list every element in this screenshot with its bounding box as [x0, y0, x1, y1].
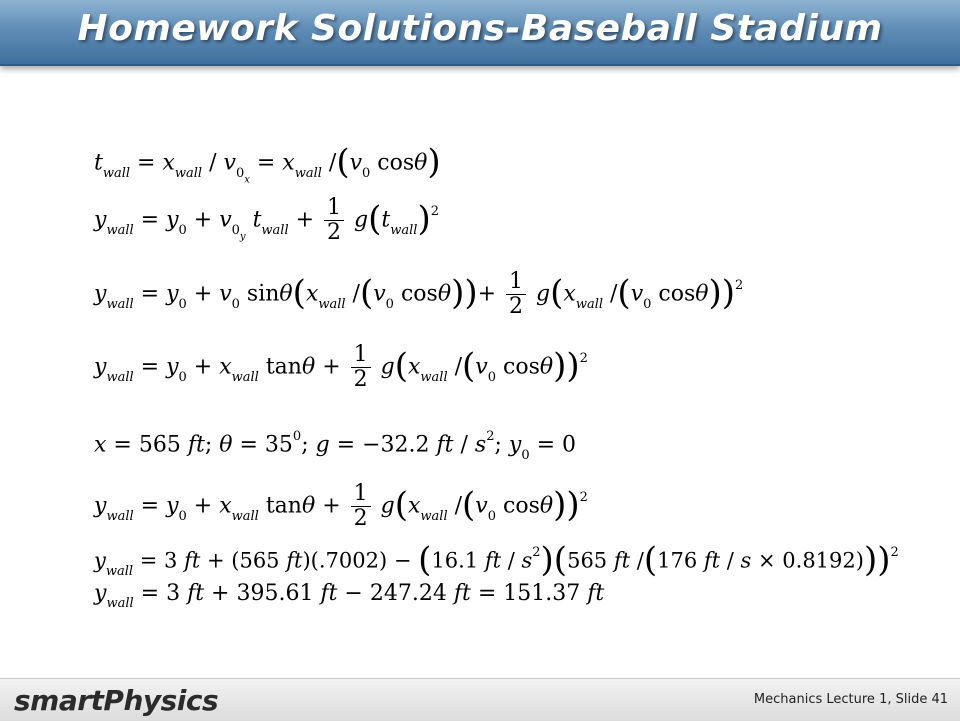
equation-6: $y_{wall} = y_0 + x_{wall}$ tanθ + $\frac{1}{2}$ $g(x_{wall}$ $/(v_0$ cosθ))$^2$: [94, 481, 588, 532]
equation-5-givens: x = 565 ft; $\theta = 35^0$; g = −32.2 ft / $s^2$; $y_0 = 0$: [94, 429, 577, 463]
footer-bar: [0, 678, 960, 721]
slide-reference: Mechanics Lecture 1, Slide 41: [753, 692, 948, 707]
equation-1: $t_{wall} = x_{wall} / v_{0_x} = x_{wall}$ $/(v_0$ cosθ): [94, 142, 441, 186]
equation-2: $y_{wall} = y_0 + v_{0_y}$ $t_{wall}$ + $\frac{1}{2}$ $g(t_{wall})^2$: [94, 195, 439, 246]
equation-4: $y_{wall} = y_0 + x_{wall}$ tanθ + $\frac{1}{2}$ $g(x_{wall}$ $/(v_0$ cosθ))$^2$: [94, 342, 588, 393]
equation-8-result: $y_{wall} = 3$ ft + 395.61 ft − 247.24 ft = 151.37 ft: [94, 581, 605, 612]
slide-title: Homework Solutions-Baseball Stadium: [77, 8, 883, 49]
equation-7: $y_{wall} = 3$ ft + (565 ft)(.7002) − (16.1 ft / $s^2)(565$ ft /(176 ft / s × 0.8192)))$^2$: [94, 540, 899, 580]
equation-3: $y_{wall} = y_0 + v_0$ $\sin\theta(x_{wall}$ $/(v_0$ cosθ))+ $\frac{1}{2}$ $g(x_{wall}$ $/(v_0$ cosθ))$^2$: [94, 269, 744, 320]
title-bar: [0, 0, 960, 66]
smartphysics-logo: smartPhysics: [14, 684, 219, 717]
